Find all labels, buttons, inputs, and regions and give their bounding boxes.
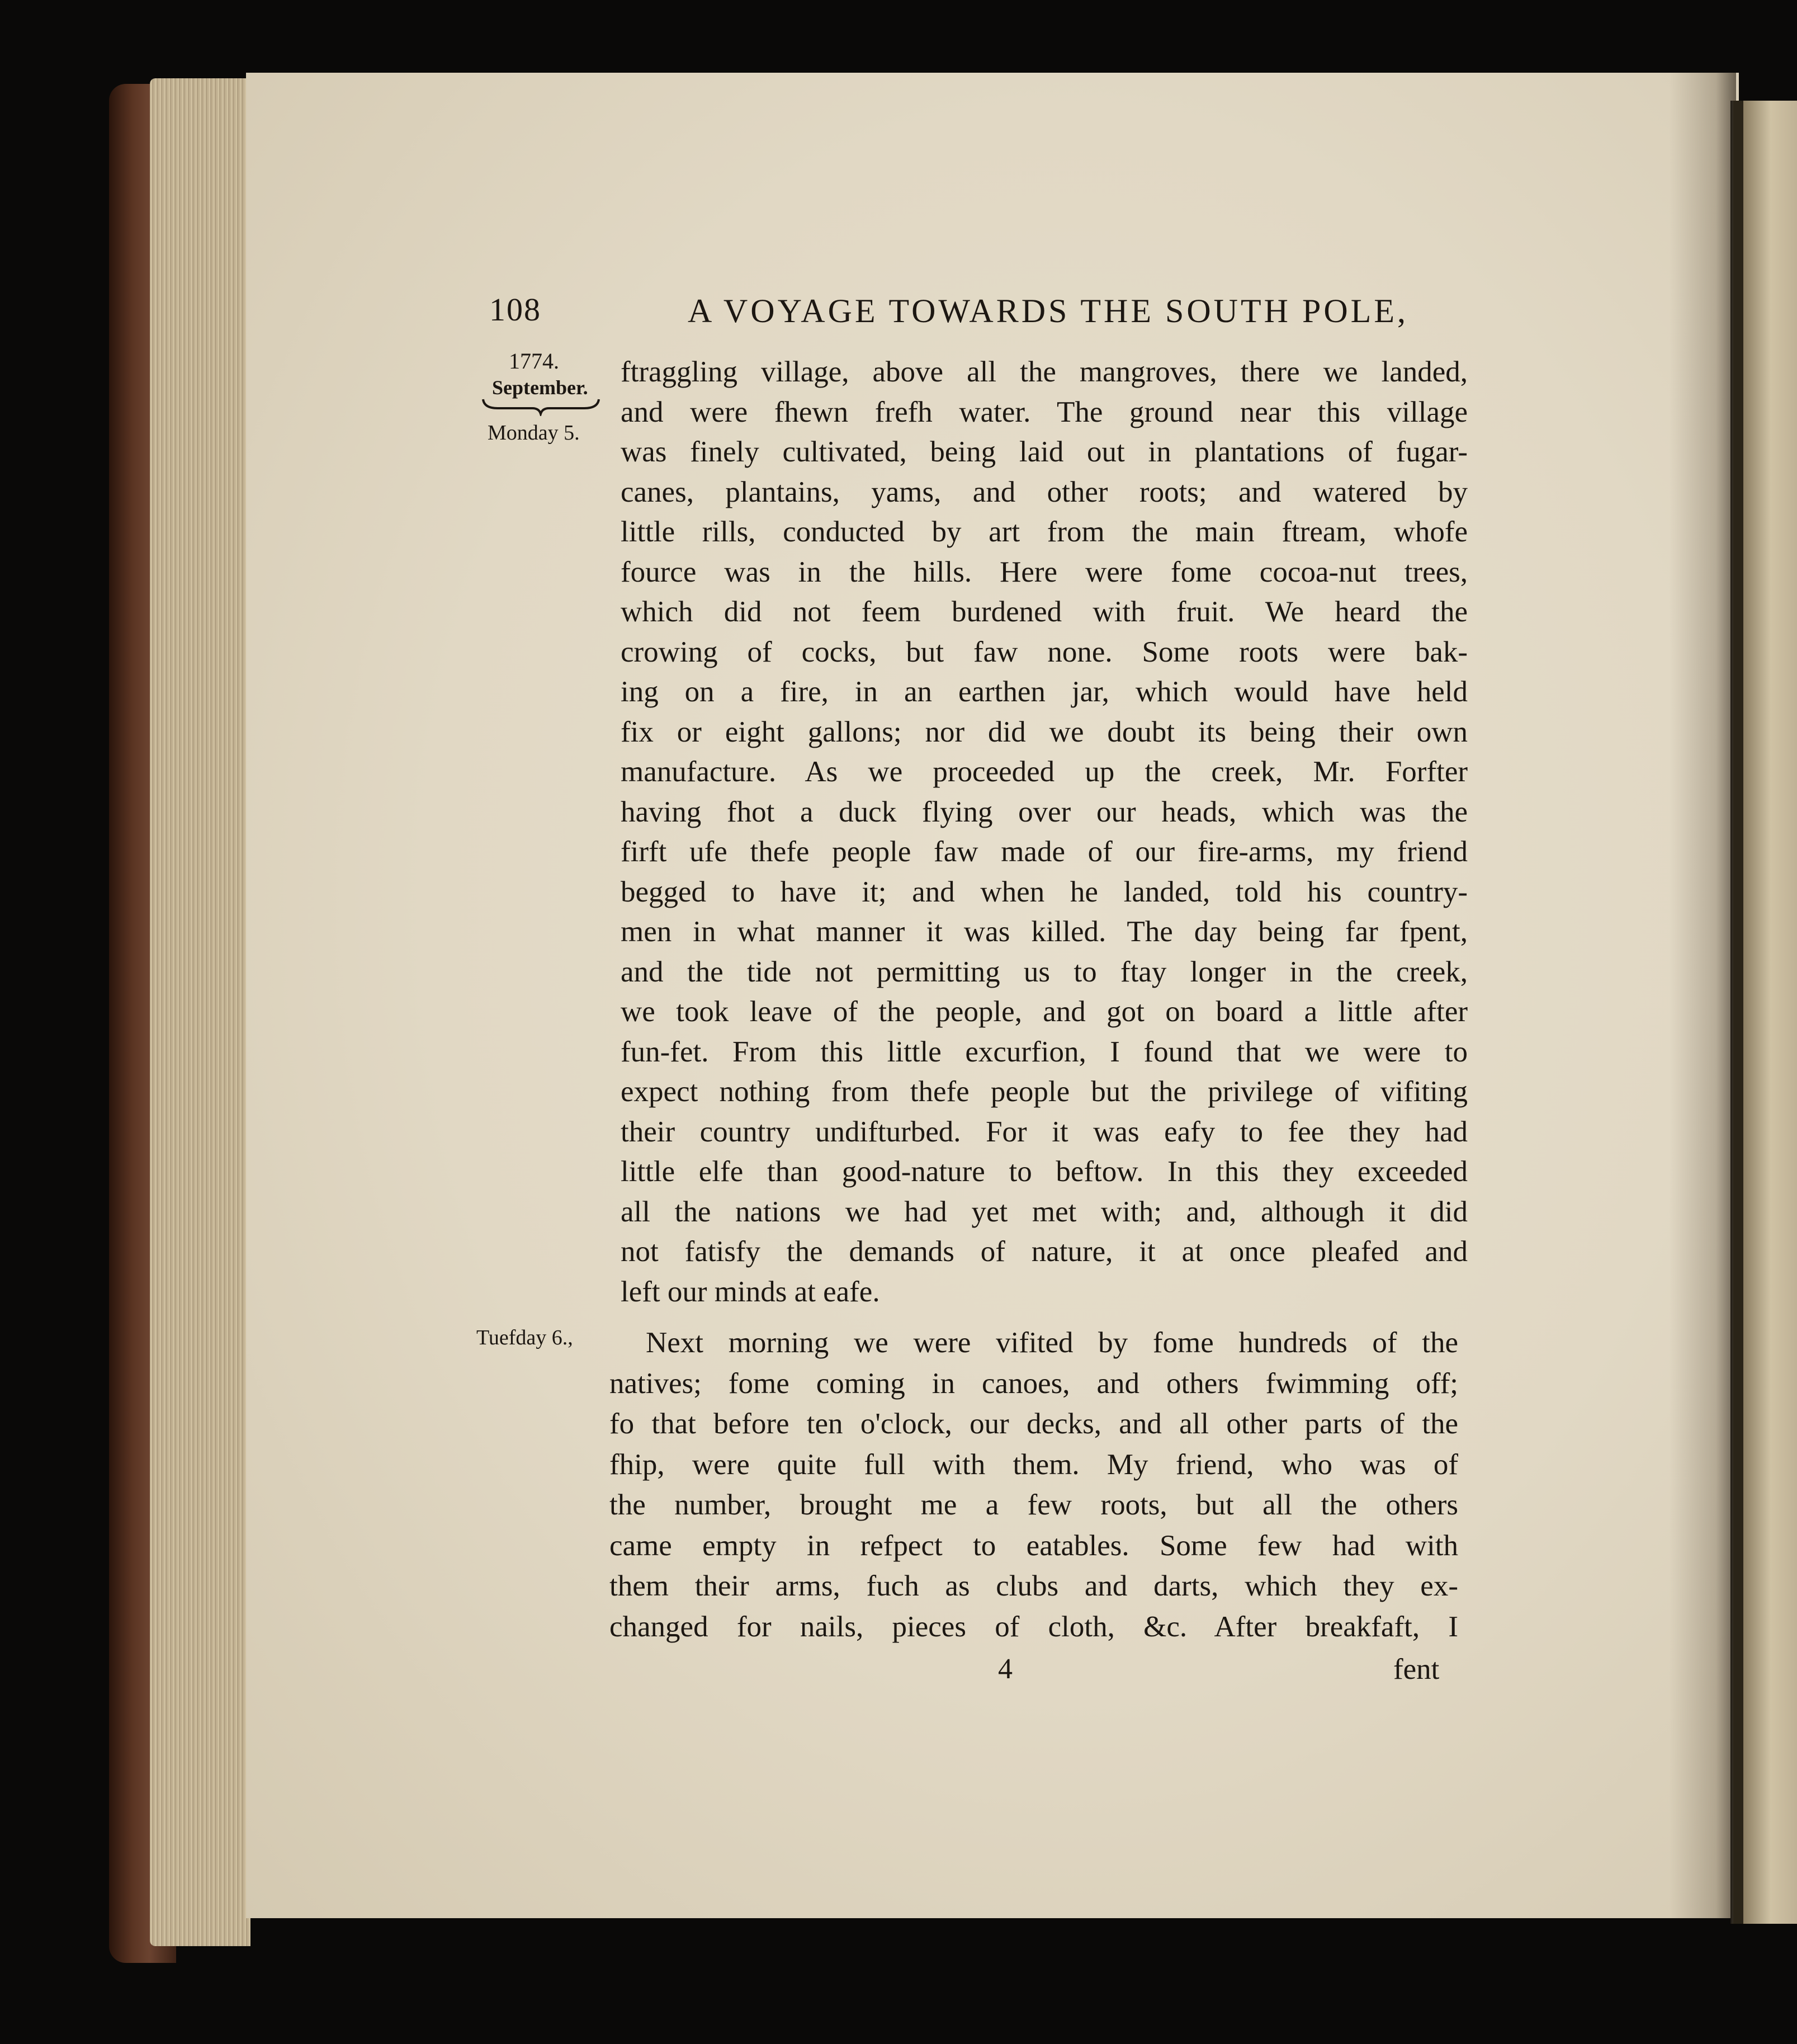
text-line: ing on a fire, in an earthen jar, which would have held <box>621 676 1468 708</box>
text-line: all the nations we had yet met with; and, although it did <box>621 1195 1468 1228</box>
text-line: left our minds at eafe. <box>621 1275 880 1308</box>
text-line: fource was in the hills. Here were fome cocoa-nut trees, <box>621 555 1468 588</box>
text-line: little elfe than good-nature to beftow. In this they exceeded <box>621 1155 1468 1188</box>
page-number: 108 <box>489 291 541 328</box>
text-line: changed for nails, pieces of cloth, &c. After breakfaft, I <box>609 1610 1458 1643</box>
text-line: begged to have it; and when he landed, told his country- <box>621 875 1468 908</box>
page-edges <box>150 78 250 1946</box>
text-line: firft ufe thefe people faw made of our fire-arms, my friend <box>621 835 1468 868</box>
catchword: fent <box>1393 1653 1440 1686</box>
body-paragraph-1 <box>621 352 1468 1312</box>
text-line: fo that before ten o'clock, our decks, and all other parts of the <box>609 1408 1458 1440</box>
margin-month: September. <box>492 376 588 399</box>
text-line: their country undifturbed. For it was eafy to fee they had <box>621 1115 1468 1148</box>
text-line: having fhot a duck flying over our heads, which was the <box>621 795 1468 828</box>
text-line: expect nothing from thefe people but the privilege of vifiting <box>621 1075 1468 1108</box>
signature-mark: 4 <box>998 1653 1013 1685</box>
text-line: Next morning we were vifited by fome hundreds of the <box>646 1327 1458 1359</box>
page-gutter <box>1669 73 1736 1918</box>
margin-year: 1774. <box>509 348 559 374</box>
text-line: men in what manner it was killed. The day being far fpent, <box>621 915 1468 948</box>
text-line: canes, plantains, yams, and other roots; and watered by <box>621 475 1468 508</box>
brace-icon <box>481 396 601 416</box>
text-line: crowing of cocks, but faw none. Some roots were bak- <box>621 635 1468 668</box>
text-line: little rills, conducted by art from the main ftream, whofe <box>621 516 1468 548</box>
text-line: them their arms, fuch as clubs and darts, which they ex- <box>609 1570 1458 1602</box>
text-line: not fatisfy the demands of nature, it at once pleafed and <box>621 1235 1468 1268</box>
text-line: and the tide not permitting us to ftay longer in the creek, <box>621 955 1468 988</box>
text-line: fix or eight gallons; nor did we doubt its being their own <box>621 715 1468 748</box>
text-line: which did not feem burdened with fruit. We heard the <box>621 596 1468 628</box>
text-line: and were fhewn frefh water. The ground near this village <box>621 395 1468 428</box>
margin-date-tuesday: Tuefday 6., <box>476 1326 573 1349</box>
binding-shadow <box>1733 101 1743 1924</box>
text-line: fhip, were quite full with them. My friend, who was of <box>609 1448 1458 1481</box>
body-paragraph-2 <box>609 1323 1458 1647</box>
text-line: natives; fome coming in canoes, and others fwimming off; <box>609 1367 1458 1400</box>
running-head: A VOYAGE TOWARDS THE SOUTH POLE, <box>688 292 1408 329</box>
margin-date-monday: Monday 5. <box>488 421 580 445</box>
text-line: fun-fet. From this little excurfion, I found that we were to <box>621 1035 1468 1068</box>
text-line: was finely cultivated, being laid out in plantations of fugar- <box>621 436 1468 468</box>
text-line: ftraggling village, above all the mangroves, there we landed, <box>621 356 1468 388</box>
text-line: manufacture. As we proceeded up the creek, Mr. Forfter <box>621 756 1468 788</box>
text-line: came empty in refpect to eatables. Some few had with <box>609 1529 1458 1562</box>
text-line: we took leave of the people, and got on board a little after <box>621 995 1468 1028</box>
text-line: the number, brought me a few roots, but all the others <box>609 1489 1458 1521</box>
